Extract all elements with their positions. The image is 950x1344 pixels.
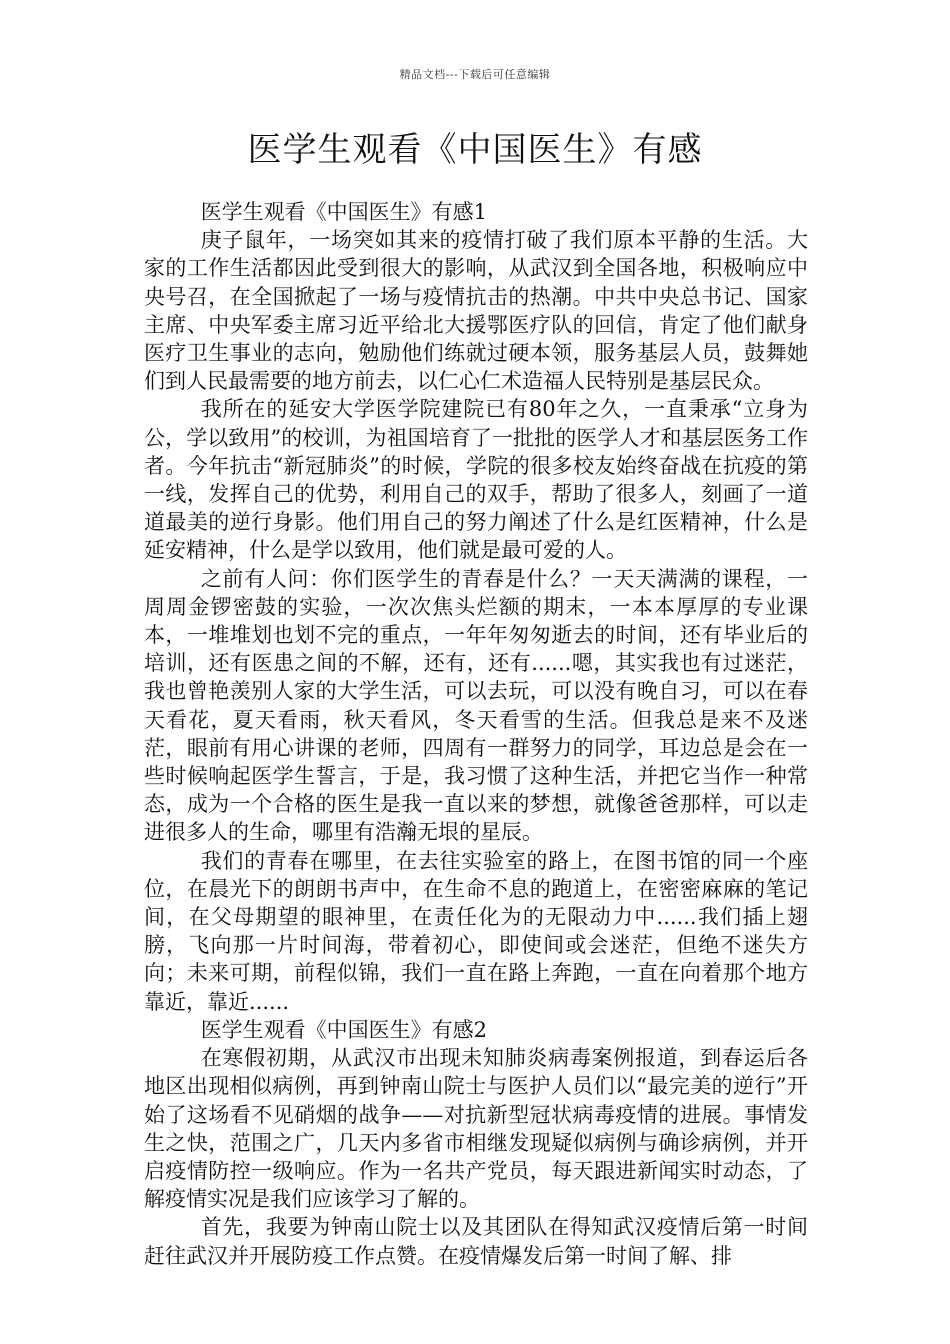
subheading-1: 医学生观看《中国医生》有感1 bbox=[200, 200, 488, 224]
subheading-2: 医学生观看《中国医生》有感2 bbox=[200, 1017, 488, 1042]
paragraph: 我所在的延安大学医学院建院已有80年之久，一直秉承“立身为公，学以致用”的校训，为祖国培育了一批批的医学人才和基层医务工作者。今年抗击“新冠肺炎”的时候，学院的很多校友始终奋战在抗疫的第一线，发挥自己的优势，利用自己的双手，帮助了很多人，刻画了一道道最美的逆行身影。他们用自己的努力阐述了什么是红医精神，什么是延安精神，什么是学以致用，他们就是最可爱的人。 bbox=[144, 397, 808, 563]
document-title: 医学生观看《中国医生》有感 bbox=[247, 130, 703, 170]
page-header: 精品文档---下载后可任意编辑 bbox=[399, 68, 551, 81]
paragraph: 首先，我要为钟南山院士以及其团队在得知武汉疫情后第一时间赶往武汉并开展防疫工作点赞。在疫情爆发后第一时间了解、排 bbox=[144, 1215, 808, 1268]
paragraph: 之前有人问：你们医学生的青春是什么？一天天满满的课程，一周周金锣密鼓的实验，一次次焦头烂额的期末，一本本厚厚的专业课本，一堆堆划也划不完的重点，一年年匆匆逝去的时间，还有毕业后的培训，还有医患之间的不解，还有，还有......嗯，其实我也有过迷茫，我也曾艳羡别人家的大学生活，可以去玩，可以没有晚自习，可以在春天看花，夏天看雨，秋天看风，冬天看雪的生活。但我总是来不及迷茫，眼前有用心讲课的老师，四周有一群努力的同学，耳边总是会在一些时候响起医学生誓言，于是，我习惯了这种生活，并把它当作一种常态，成为一个合格的医生是我一直以来的梦想，就像爸爸那样，可以走进很多人的生命，哪里有浩瀚无垠的星辰。 bbox=[144, 566, 808, 845]
paragraph: 我们的青春在哪里，在去往实验室的路上，在图书馆的同一个座位，在晨光下的朗朗书声中，在生命不息的跑道上，在密密麻麻的笔记间，在父母期望的眼神里，在责任化为的无限动力中......我们插上翅膀，飞向那一片时间海，带着初心，即使间或会迷茫，但绝不迷失方向；未来可期，前程似锦，我们一直在路上奔跑，一直在向着那个地方靠近，靠近...... bbox=[144, 848, 808, 1014]
paragraph: 庚子鼠年，一场突如其来的疫情打破了我们原本平静的生活。大家的工作生活都因此受到很大的影响，从武汉到全国各地，积极响应中央号召，在全国掀起了一场与疫情抗击的热潮。中共中央总书记、国家主席、中央军委主席习近平给北大援鄂医疗队的回信，肯定了他们献身医疗卫生事业的志向，勉励他们练就过硬本领，服务基层人员，鼓舞她们到人民最需要的地方前去，以仁心仁术造福人民特别是基层民众。 bbox=[144, 228, 808, 394]
document-body bbox=[144, 198, 808, 1270]
paragraph: 在寒假初期，从武汉市出现未知肺炎病毒案例报道，到春运后各地区出现相似病例，再到钟南山院士与医护人员们以“最完美的逆行”开始了这场看不见硝烟的战争——对抗新型冠状病毒疫情的进展。事情发生之快，范围之广，几天内多省市相继发现疑似病例与确诊病例，并开启疫情防控一级响应。作为一名共产党员，每天跟进新闻实时动态，了解疫情实况是我们应该学习了解的。 bbox=[144, 1046, 808, 1212]
